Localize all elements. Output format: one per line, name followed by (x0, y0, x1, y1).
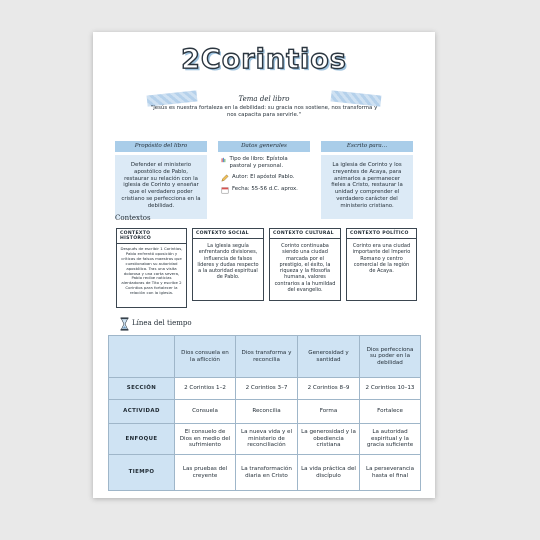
timeline-row-activity (109, 400, 421, 424)
info-type-text: Tipo de libro: Epístola pastoral y personal. (229, 156, 288, 169)
table-cell: El consuelo de Dios en medio del sufrimiento (175, 424, 236, 455)
general-data-heading: Datos generales (218, 141, 310, 152)
worksheet-page (93, 32, 435, 498)
table-cell: La nueva vida y el ministerio de reconciliación (236, 424, 298, 455)
calendar-icon (221, 186, 229, 194)
row-label: TIEMPO (109, 455, 175, 491)
purpose-text: Defender el ministerio apostólico de Pablo, restaurar su relación con la iglesia de Corinto y enseñar que el verdadero poder cristiano se perfecciona en la debilidad. (115, 155, 207, 219)
table-cell: Forma (298, 400, 360, 424)
context-political-card (346, 228, 417, 301)
books-icon (221, 156, 226, 164)
context-social-card (192, 228, 264, 301)
info-author-text: Autor: El apóstol Pablo. (232, 173, 295, 180)
timeline-column-header: Dios perfecciona su poder en la debilidad (360, 336, 421, 378)
row-label: SECCIÓN (109, 378, 175, 400)
timeline-column-header: Generosidad y santidad (298, 336, 360, 378)
timeline-row-time (109, 455, 421, 491)
theme-heading: Tema del libro (238, 95, 290, 103)
table-cell: 2 Corintios 10–13 (360, 378, 421, 400)
table-cell: Consuela (175, 400, 236, 424)
timeline-column-header: Dios transforma y reconcilia (236, 336, 298, 378)
context-cultural-text: Corinto continuaba siendo una ciudad marcada por el prestigio, el éxito, la riqueza y la filosofía humana, valores contrarios a la humildad del evangelio. (274, 243, 336, 294)
pen-icon (221, 174, 229, 182)
table-cell: La vida práctica del discípulo (298, 455, 360, 491)
context-social-text: La iglesia seguía enfrentando divisiones, influencia de falsos líderes y dudas respecto a la autoridad espiritual de Pablo. (197, 243, 259, 281)
context-historic-heading: CONTEXTO HISTÓRICO (117, 229, 186, 244)
info-row-author (221, 174, 307, 182)
table-cell: 2 Corintios 8–9 (298, 378, 360, 400)
timeline-row-section (109, 378, 421, 400)
audience-text: La iglesia de Corinto y los creyentes de Acaya, para animarlos a permanecer fieles a Cristo, restaurar la unidad y comprender el verdadero carácter del ministerio cristiano. (321, 155, 413, 219)
purpose-card (115, 141, 207, 219)
audience-heading: Escrito para... (321, 141, 413, 152)
table-cell: La transformación diaria en Cristo (236, 455, 298, 491)
table-cell: La perseverancia hasta el final (360, 455, 421, 491)
table-corner-cell (109, 336, 175, 378)
timeline-row-focus (109, 424, 421, 455)
context-historic-card (116, 228, 187, 308)
hourglass-icon (120, 317, 129, 331)
table-cell: 2 Corintios 1–2 (175, 378, 236, 400)
timeline-table (108, 335, 421, 491)
context-social-heading: CONTEXTO SOCIAL (193, 229, 263, 239)
row-label: ENFOQUE (109, 424, 175, 455)
context-historic-text: Después de escribir 1 Corintios, Pablo enfrentó oposición y críticas de falsos maestros que cuestionaban su autoridad apostólica. Tras una visita dolorosa y una carta severa, Pablo recibe noticias alentadoras de Tito y escribe 2 Corintios para fortalecer la relación con la iglesia. (120, 246, 183, 296)
context-cultural-card (269, 228, 341, 301)
table-cell: La generosidad y la obediencia cristiana (298, 424, 360, 455)
timeline-column-header: Dios consuela en la aflicción (175, 336, 236, 378)
row-label: ACTIVIDAD (109, 400, 175, 424)
theme-text: "Jesús es nuestra fortaleza en la debilidad: su gracia nos sostiene, nos transforma y nos capacita para servirle." (150, 105, 378, 118)
timeline-label: Línea del tiempo (132, 319, 192, 327)
purpose-heading: Propósito del libro (115, 141, 207, 152)
table-cell: La autoridad espiritual y la gracia suficiente (360, 424, 421, 455)
contexts-label: Contextos (115, 214, 151, 222)
info-row-type (221, 156, 307, 170)
context-political-heading: CONTEXTO POLÍTICO (347, 229, 416, 239)
timeline-header-row (109, 336, 421, 378)
table-cell: Las pruebas del creyente (175, 455, 236, 491)
table-cell: Reconcilia (236, 400, 298, 424)
context-cultural-heading: CONTEXTO CULTURAL (270, 229, 340, 239)
context-political-text: Corinto era una ciudad importante del Imperio Romano y centro comercial de la región de Acaya. (352, 243, 411, 275)
audience-card (321, 141, 413, 219)
general-data-card (218, 141, 310, 198)
general-data-list (218, 152, 310, 194)
info-date-text: Fecha: 55-56 d.C. aprox. (232, 185, 298, 192)
page-title: 2Corintios (181, 44, 347, 75)
table-cell: 2 Corintios 3–7 (236, 378, 298, 400)
table-cell: Fortalece (360, 400, 421, 424)
info-row-date (221, 186, 307, 194)
